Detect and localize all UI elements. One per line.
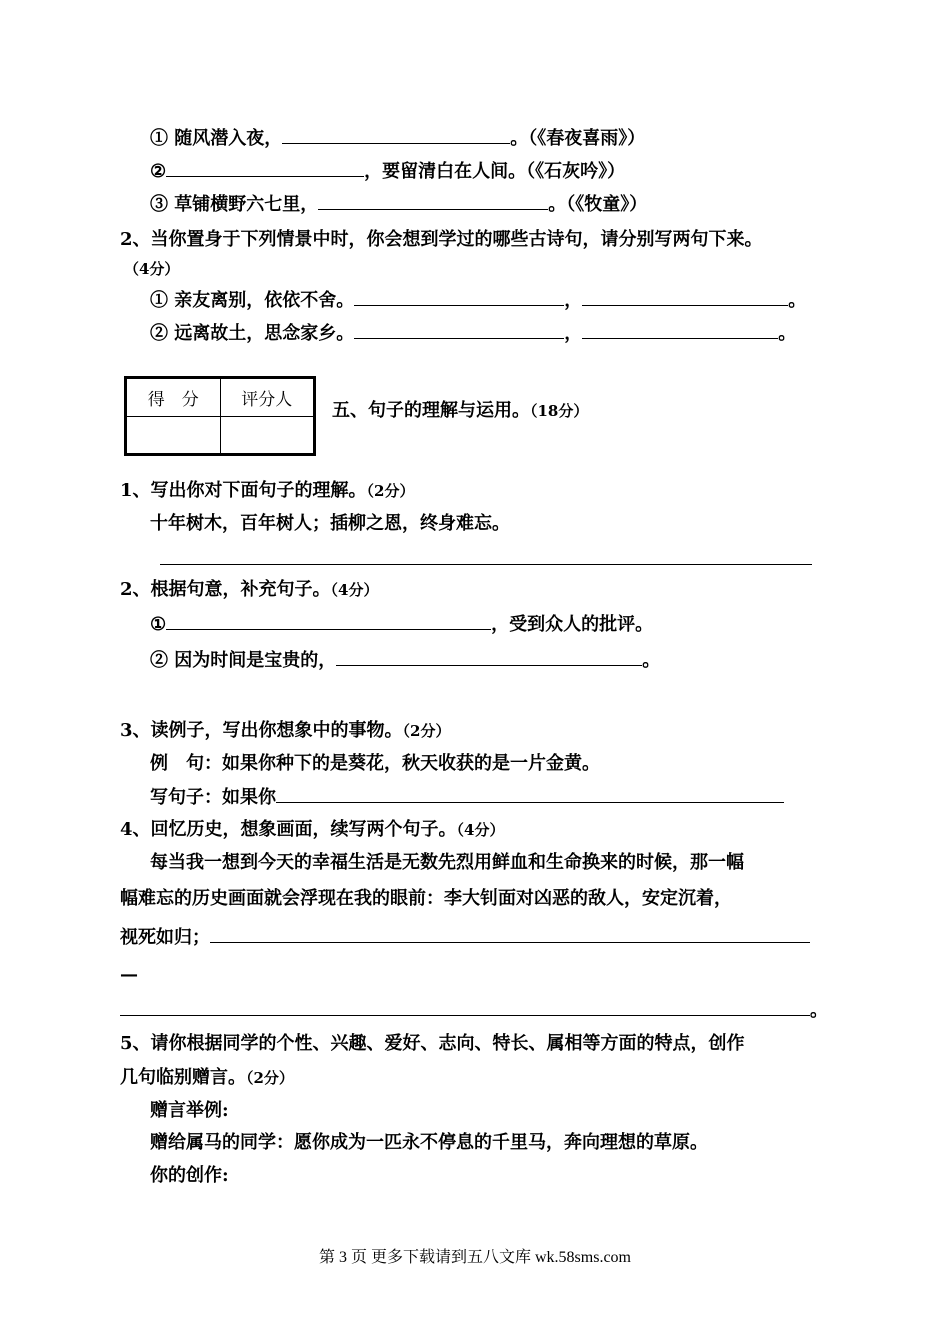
creation-label: 你的创作:	[150, 1165, 229, 1186]
question-title: 2、当你置身于下列情景中时，你会想到学过的哪些古诗句，请分别写两句下来。	[120, 229, 763, 250]
score-box	[124, 376, 316, 456]
score-cell[interactable]	[127, 417, 221, 454]
question-title: 2、根据句意，补充句子。（4分）	[120, 579, 379, 600]
question-title: 1、写出你对下面句子的理解。（2分）	[120, 480, 415, 501]
answer-blank[interactable]	[318, 191, 548, 210]
paragraph-line: 幅难忘的历史画面就会浮现在我的眼前：李大钊面对凶恶的敌人，安定沉着，	[120, 888, 732, 909]
answer-blank[interactable]	[354, 320, 564, 339]
answer-blank[interactable]	[582, 287, 788, 306]
answer-blank[interactable]	[166, 158, 364, 177]
scene-item-2: ② 远离故土，思念家乡。 ， 。	[150, 320, 796, 347]
answer-line[interactable]	[160, 546, 812, 565]
answer-line-row: 。	[120, 997, 828, 1024]
answer-blank[interactable]	[210, 924, 810, 943]
score-header: 得 分	[127, 379, 221, 417]
question-text: 十年树木，百年树人；插柳之恩，终身难忘。	[150, 513, 510, 534]
answer-blank[interactable]	[276, 784, 784, 803]
dash-line: —	[120, 964, 138, 985]
grader-cell[interactable]	[220, 417, 314, 454]
complete-item-1: ① ，受到众人的批评。	[150, 611, 653, 638]
complete-item-2: ② 因为时间是宝贵的， 。	[150, 647, 660, 674]
paragraph-line: 每当我一想到今天的幸福生活是无数先烈用鲜血和生命换来的时候，那一幅	[150, 852, 744, 873]
question-title-cont: 几句临别赠言。（2分）	[120, 1067, 294, 1088]
answer-blank[interactable]	[166, 611, 491, 630]
paragraph-line: 视死如归；	[120, 924, 810, 951]
example-label: 赠言举例:	[150, 1100, 229, 1121]
write-sentence: 写句子：如果你	[150, 784, 784, 811]
page-footer: 第 3 页 更多下载请到五八文库 wk.58sms.com	[318, 1249, 631, 1266]
poem-item-2: ② ，要留清白在人间。（《石灰吟》）	[150, 158, 625, 185]
answer-blank[interactable]	[582, 320, 778, 339]
example-sentence: 例 句：如果你种下的是葵花，秋天收获的是一片金黄。	[150, 753, 600, 774]
grader-header: 评分人	[220, 379, 314, 417]
question-title: 3、读例子，写出你想象中的事物。（2分）	[120, 720, 451, 741]
answer-blank[interactable]	[120, 997, 810, 1016]
question-title: 4、回忆历史，想象画面，续写两个句子。（4分）	[120, 819, 505, 840]
poem-item-3: ③ 草铺横野六七里， 。（《牧童》）	[150, 191, 647, 218]
answer-blank[interactable]	[354, 287, 564, 306]
answer-blank[interactable]	[336, 647, 642, 666]
poem-item-1: ① 随风潜入夜， 。（《春夜喜雨》）	[150, 125, 645, 152]
question-score: （4分）	[124, 260, 180, 278]
section-title: 五、句子的理解与运用。（18分）	[332, 400, 589, 421]
answer-blank[interactable]	[282, 125, 510, 144]
scene-item-1: ① 亲友离别，依依不舍。 ， 。	[150, 287, 806, 314]
question-title: 5、请你根据同学的个性、兴趣、爱好、志向、特长、属相等方面的特点，创作	[120, 1033, 745, 1054]
example-sentence: 赠给属马的同学：愿你成为一匹永不停息的千里马，奔向理想的草原。	[150, 1132, 708, 1153]
